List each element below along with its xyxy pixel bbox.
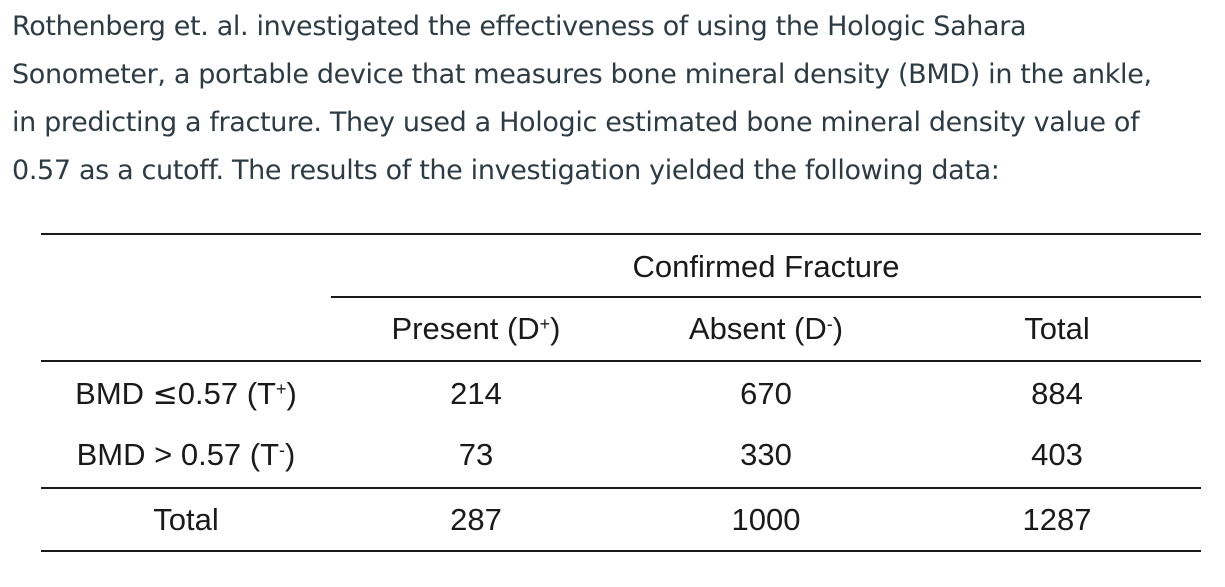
cell-present-total: 287 <box>450 502 502 537</box>
cell-total: 403 <box>1031 437 1083 472</box>
intro-paragraph <box>12 3 1217 195</box>
cell-absent: 670 <box>740 376 792 411</box>
header-bottom-rule <box>41 360 1201 362</box>
row-label-total: Total <box>153 502 219 537</box>
row-label-bmd-low: BMD ≤0.57 (T+) <box>75 376 297 412</box>
table-top-rule <box>41 233 1201 235</box>
intro-line: Sonometer, a portable device that measures bone mineral density (BMD) in the ankle, <box>12 59 1152 90</box>
group-header-rule <box>331 296 1201 298</box>
cell-present: 214 <box>450 376 502 411</box>
cell-absent: 330 <box>740 437 792 472</box>
cell-absent-total: 1000 <box>731 502 801 537</box>
column-header-total: Total <box>1024 311 1090 346</box>
group-header-confirmed-fracture: Confirmed Fracture <box>632 249 900 284</box>
intro-line: 0.57 as a cutoff. The results of the investigation yielded the following data: <box>12 155 1000 186</box>
cell-present: 73 <box>458 437 494 472</box>
totals-top-rule <box>41 487 1201 489</box>
column-header-present: Present (D+) <box>391 311 561 346</box>
cell-total: 884 <box>1031 376 1083 411</box>
intro-line: Rothenberg et. al. investigated the effectiveness of using the Hologic Sahara <box>12 11 1027 42</box>
column-header-absent: Absent (D-) <box>688 311 844 346</box>
row-label-bmd-high: BMD > 0.57 (T-) <box>76 437 296 472</box>
cell-grand-total: 1287 <box>1022 502 1092 537</box>
table-bottom-rule <box>41 550 1201 552</box>
intro-line: in predicting a fracture. They used a Hologic estimated bone mineral density value of <box>12 107 1140 138</box>
